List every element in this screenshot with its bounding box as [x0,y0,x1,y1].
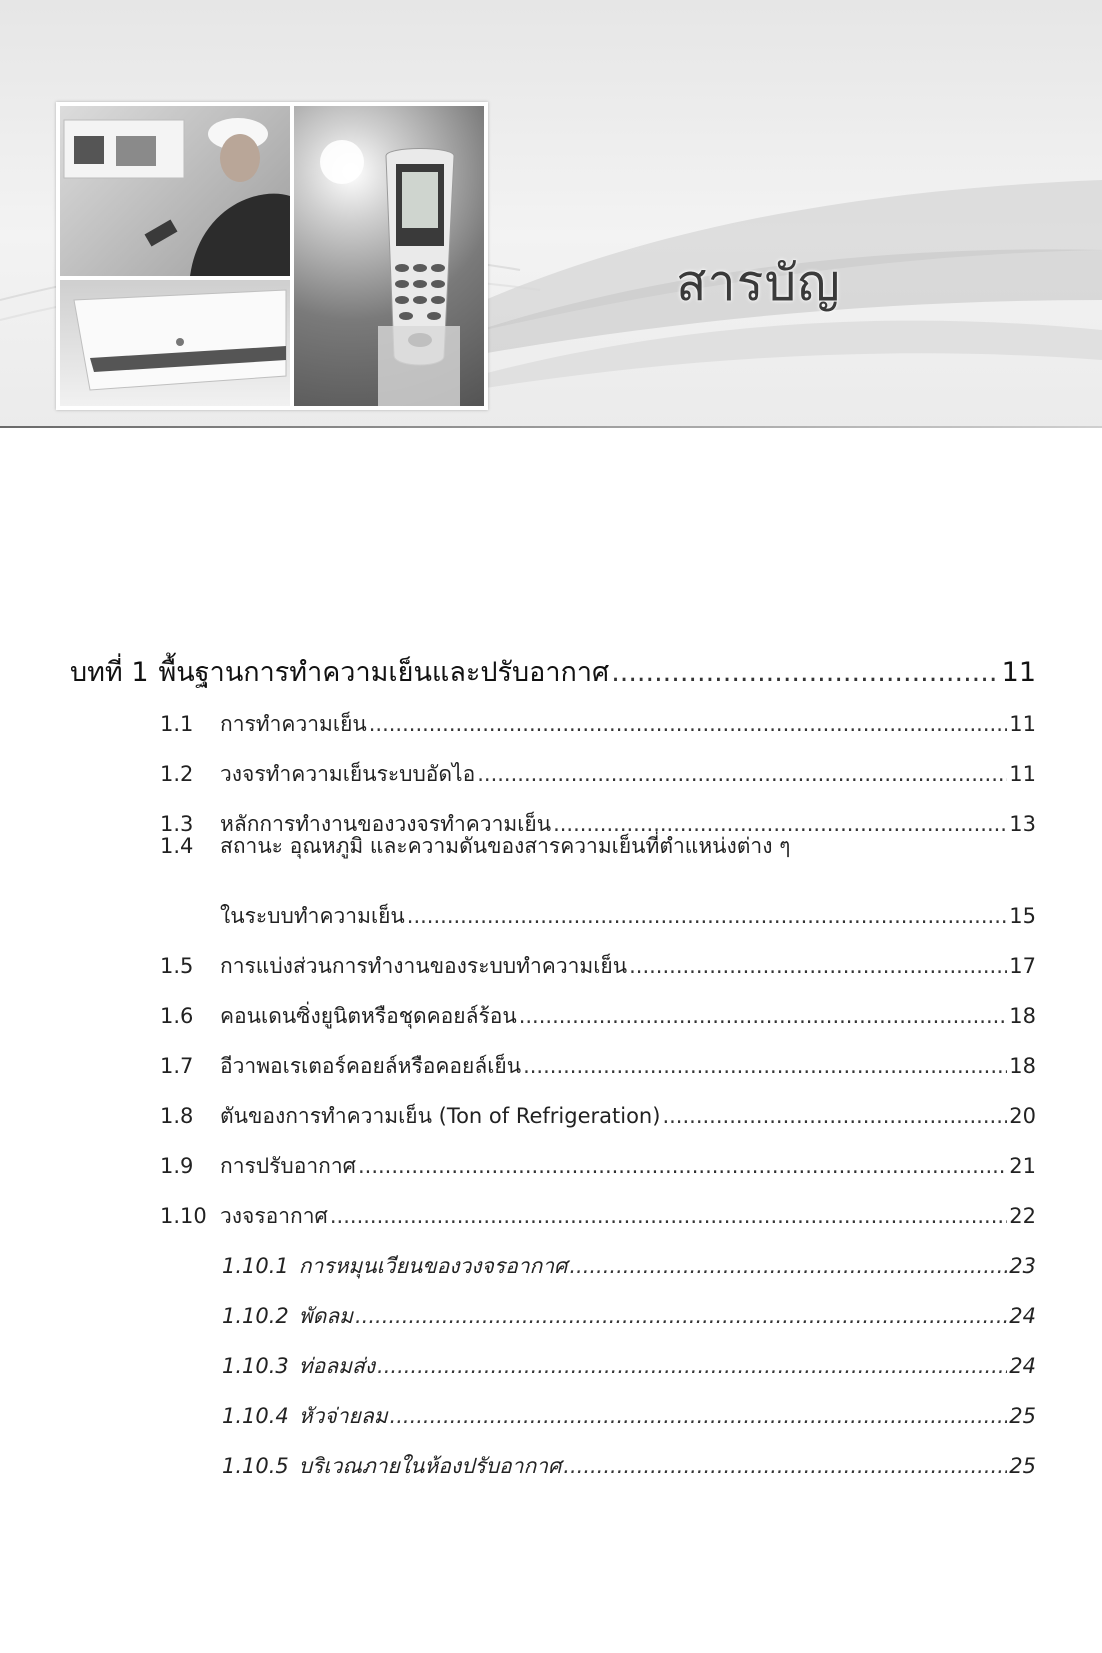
page-number: 11 [1009,712,1036,736]
toc-subsection-1-10-4[interactable] [222,1400,1036,1433]
technician-photo [60,106,290,276]
dot-leader [523,1054,1007,1078]
toc-section-1-4-line2[interactable] [160,900,1036,933]
subsection-title: พัดลม [298,1304,353,1328]
subsection-number: 1.10.5 [222,1454,289,1478]
section-title: อีวาพอเรเตอร์คอยล์หรือคอยล์เย็น [220,1054,522,1078]
subsection-number: 1.10.4 [222,1404,289,1428]
dot-leader [330,1204,1007,1228]
toc-subsection-1-10-5[interactable] [222,1450,1036,1483]
header-banner [0,0,1102,428]
header-divider [0,426,1102,428]
subsection-title: หัวจ่ายลม [298,1404,388,1428]
dot-leader [569,1254,1007,1278]
page-number: 25 [1009,1404,1036,1428]
toc-subsection-1-10-2[interactable] [222,1300,1036,1333]
section-number: 1.6 [160,1004,194,1028]
page-number: 17 [1009,954,1036,978]
page-number: 18 [1009,1054,1036,1078]
page-number: 11 [1009,762,1036,786]
section-title: วงจรอากาศ [220,1204,328,1228]
section-number: 1.5 [160,954,194,978]
page-title: สารบัญ [676,254,841,312]
page-number: 13 [1009,812,1036,836]
section-title: ตันของการทำความเย็น (Ton of Refrigeration) [220,1104,661,1128]
page-number: 23 [1009,1254,1036,1278]
toc-chapter-1[interactable] [70,650,1036,693]
page-number: 18 [1009,1004,1036,1028]
subsection-title: บริเวณภายในห้องปรับอากาศ [298,1454,562,1478]
subsection-title: ท่อลมส่ง [298,1354,376,1378]
dot-leader [407,904,1007,928]
section-title: คอนเดนซิ่งยูนิตหรือชุดคอยล์ร้อน [220,1004,517,1028]
toc-section-1-4-line1[interactable] [160,830,1036,863]
section-title: การปรับอากาศ [220,1154,356,1178]
section-number: 1.1 [160,712,194,736]
dot-leader [563,1454,1007,1478]
toc-subsection-1-10-3[interactable] [222,1350,1036,1383]
toc-section-1-2[interactable] [160,758,1036,791]
dot-leader [358,1154,1007,1178]
page-number: 20 [1009,1104,1036,1128]
page-number: 21 [1009,1154,1036,1178]
toc-section-1-6[interactable] [160,1000,1036,1033]
toc-section-1-1[interactable] [160,708,1036,741]
toc-section-1-9[interactable] [160,1150,1036,1183]
air-conditioner-photo [60,280,290,406]
section-number: 1.9 [160,1154,194,1178]
dot-leader [477,762,1007,786]
section-number: 1.2 [160,762,194,786]
section-title-continued: ในระบบทำความเย็น [220,904,405,928]
dot-leader [629,954,1007,978]
chapter-number: บทที่ 1 [70,657,149,688]
toc-section-1-10[interactable] [160,1200,1036,1233]
section-title: การแบ่งส่วนการทำงานของระบบทำความเย็น [220,954,628,978]
toc-section-1-7[interactable] [160,1050,1036,1083]
page-number: 15 [1009,904,1036,928]
remote-control-photo [294,106,484,406]
dot-leader [355,1304,1007,1328]
section-title: วงจรทำความเย็นระบบอัดไอ [220,762,476,786]
toc-section-1-8[interactable] [160,1100,1036,1133]
subsection-number: 1.10.2 [222,1304,289,1328]
section-number: 1.4 [160,834,194,858]
chapter-title: พื้นฐานการทำความเย็นและปรับอากาศ [158,657,610,688]
section-title: การทำความเย็น [220,712,367,736]
subsection-title: การหมุนเวียนของวงจรอากาศ [298,1254,568,1278]
toc-section-1-5[interactable] [160,950,1036,983]
section-number: 1.3 [160,812,194,836]
page-number: 25 [1009,1454,1036,1478]
subsection-number: 1.10.3 [222,1354,289,1378]
section-title: หลักการทำงานของวงจรทำความเย็น [220,812,552,836]
dot-leader [662,1104,1007,1128]
page-number: 11 [1001,657,1036,688]
section-number: 1.7 [160,1054,194,1078]
dot-leader [390,1404,1008,1428]
photo-collage [56,102,488,410]
section-number: 1.8 [160,1104,194,1128]
subsection-number: 1.10.1 [222,1254,289,1278]
section-title: สถานะ อุณหภูมิ และความดันของสารความเย็นที่ตำแหน่งต่าง ๆ [220,834,791,858]
dot-leader [519,1004,1008,1028]
dot-leader [611,657,999,688]
page-number: 22 [1009,1204,1036,1228]
dot-leader [377,1354,1007,1378]
section-number: 1.10 [160,1204,207,1228]
toc-subsection-1-10-1[interactable] [222,1250,1036,1283]
page-number: 24 [1009,1304,1036,1328]
dot-leader [369,712,1008,736]
page-number: 24 [1009,1354,1036,1378]
